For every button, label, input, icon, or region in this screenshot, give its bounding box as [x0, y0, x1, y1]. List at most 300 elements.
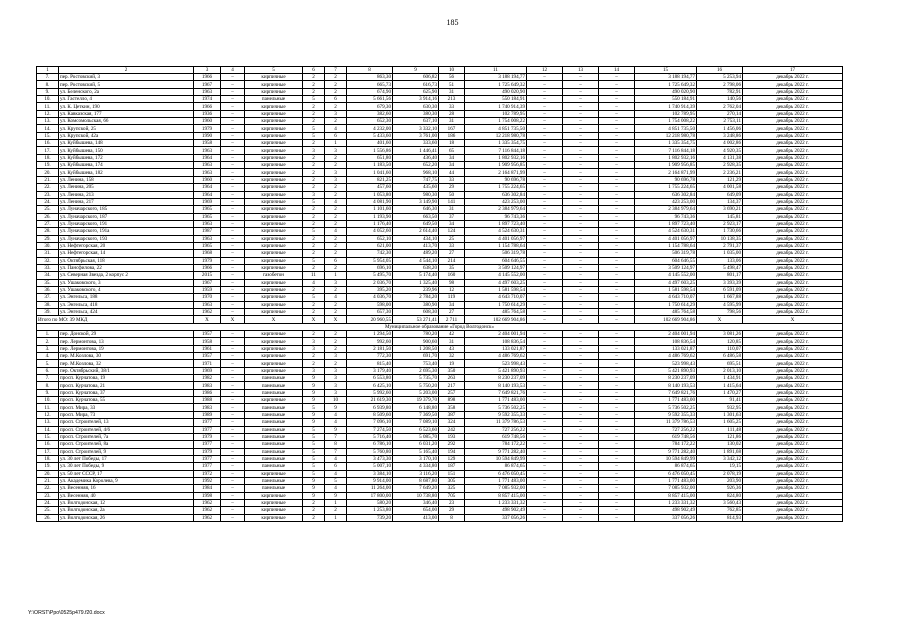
table-cell: 1998	[194, 492, 221, 499]
table-cell: –	[221, 242, 245, 249]
table-cell: 2	[303, 360, 325, 367]
table-cell: просп. Мира, 33	[59, 404, 194, 411]
table-cell: –	[599, 382, 635, 389]
table-cell: панельные	[245, 411, 303, 418]
table-cell: ул. Ушаковского, 3	[59, 279, 194, 286]
table-cell: 9	[303, 389, 325, 396]
table-cell: 5	[303, 294, 325, 301]
table-cell: X	[303, 316, 325, 323]
table-cell: декабрь 2022 г.	[743, 419, 843, 426]
table-cell: 9.	[37, 88, 59, 95]
table-cell: 133,06	[697, 257, 743, 264]
table-cell: 10	[325, 397, 347, 404]
table-cell: 21 619,30	[347, 397, 393, 404]
table-cell: –	[563, 213, 599, 220]
table-cell: 1986	[194, 389, 221, 396]
table-cell: 19,15	[697, 463, 743, 470]
table-cell: декабрь 2022 г.	[743, 455, 843, 462]
table-cell: –	[527, 154, 563, 161]
table-cell: ул. Куйбышева, 150	[59, 147, 194, 154]
table-cell: декабрь 2022 г.	[743, 88, 843, 95]
table-cell: –	[563, 272, 599, 279]
table-cell: 19.	[37, 463, 59, 470]
table-cell: –	[599, 367, 635, 374]
table-cell: 30.	[37, 242, 59, 249]
table-cell: 1977	[194, 463, 221, 470]
table-cell: 34	[439, 301, 465, 308]
table-cell: ул. Ушаковского, 4	[59, 286, 194, 293]
table-cell: 1962	[194, 499, 221, 506]
table-cell: 423 253,00	[635, 198, 697, 205]
table-cell: ул. Волгодонская, 26	[59, 514, 194, 521]
table-cell: ул. Ленина, 217	[59, 198, 194, 205]
table-cell: 2	[325, 360, 347, 367]
table-cell: 1 771 483,00	[635, 397, 697, 404]
table-cell: 3	[325, 279, 347, 286]
table-cell: –	[563, 147, 599, 154]
table-cell: 2	[325, 103, 347, 110]
table-cell: 2 404 001,94	[635, 331, 697, 338]
table-cell: 1 208,50	[393, 345, 439, 352]
table-cell: 2 078,19	[697, 470, 743, 477]
table-cell: 121,29	[697, 176, 743, 183]
table-row	[37, 286, 843, 293]
table-cell: –	[563, 286, 599, 293]
table-cell: –	[599, 140, 635, 147]
table-cell: –	[563, 103, 599, 110]
table-cell: кирпичные	[245, 169, 303, 176]
table-cell: панельные	[245, 419, 303, 426]
table-cell: 2	[325, 74, 347, 81]
table-cell: –	[599, 492, 635, 499]
table-cell: 926,36	[697, 485, 743, 492]
table-cell: 2	[303, 176, 325, 183]
table-row	[37, 507, 843, 514]
table-cell: –	[599, 213, 635, 220]
table-cell: 3 393,39	[697, 279, 743, 286]
table-cell: 821,25	[347, 176, 393, 183]
table-cell: –	[599, 103, 635, 110]
table-cell: 15.	[37, 132, 59, 139]
table-cell: 2 784,20	[393, 294, 439, 301]
table-cell: 1 035,00	[697, 250, 743, 257]
table-cell: 380,30	[393, 110, 439, 117]
table-cell: 6 425,10	[347, 382, 393, 389]
table-cell: 21.	[37, 176, 59, 183]
table-cell: –	[527, 382, 563, 389]
table-cell: 119	[439, 294, 465, 301]
table-cell: 691,70	[393, 353, 439, 360]
table-cell: –	[563, 331, 599, 338]
table-cell: 9 592 355,33	[465, 411, 527, 418]
table-cell: 9 592 355,33	[635, 411, 697, 418]
table-cell: 3 188 194,77	[635, 74, 697, 81]
table-cell: 2	[325, 81, 347, 88]
table-cell: –	[221, 264, 245, 271]
table-cell: –	[599, 301, 635, 308]
table-cell: –	[527, 514, 563, 521]
table-cell: –	[527, 492, 563, 499]
table-cell: –	[599, 419, 635, 426]
table-cell: 1936	[194, 110, 221, 117]
table-cell: 5 750,20	[393, 382, 439, 389]
table-cell: 91,41	[697, 397, 743, 404]
table-cell: 27	[439, 250, 465, 257]
table-cell: 160	[439, 272, 465, 279]
table-cell: кирпичные	[245, 140, 303, 147]
table-cell: кирпичные	[245, 176, 303, 183]
table-cell: –	[599, 507, 635, 514]
table-cell: 1983	[194, 382, 221, 389]
table-cell: декабрь 2022 г.	[743, 331, 843, 338]
table-cell: 5	[303, 132, 325, 139]
table-cell: –	[599, 74, 635, 81]
table-cell: 498 902,49	[635, 507, 697, 514]
table-cell: 1 750 614,29	[635, 301, 697, 308]
table-cell: 4 145 552,00	[465, 272, 527, 279]
table-cell: 11.	[37, 103, 59, 110]
table-cell: 1966	[194, 103, 221, 110]
table-cell: 4 524 630,31	[465, 228, 527, 235]
table-cell: декабрь 2022 г.	[743, 375, 843, 382]
table-cell: кирпичные	[245, 125, 303, 132]
table-cell: –	[527, 147, 563, 154]
table-cell: 28	[439, 110, 465, 117]
table-cell: –	[527, 228, 563, 235]
table-cell: кирпичные	[245, 88, 303, 95]
table-cell: декабрь 2022 г.	[743, 279, 843, 286]
table-cell: ул. Нефтегорская, 20	[59, 242, 194, 249]
table-cell: 3 342,12	[697, 455, 743, 462]
table-row	[37, 338, 843, 345]
table-cell: –	[599, 220, 635, 227]
table-cell: –	[599, 375, 635, 382]
table-cell: декабрь 2022 г.	[743, 110, 843, 117]
table-cell: газобетон	[245, 272, 303, 279]
table-cell: 3	[303, 345, 325, 352]
table-cell: 2	[303, 88, 325, 95]
table-cell: –	[599, 411, 635, 418]
table-cell: 16.	[37, 441, 59, 448]
table-cell: 2 923,17	[697, 220, 743, 227]
table-cell: 23.	[37, 492, 59, 499]
table-cell: –	[221, 338, 245, 345]
table-cell: –	[563, 198, 599, 205]
table-cell: ул. К. Цеткин, 190	[59, 103, 194, 110]
table-cell: –	[221, 103, 245, 110]
table-cell: 270,14	[697, 110, 743, 117]
table-cell: кирпичные	[245, 345, 303, 352]
table-cell: 1 253,80	[347, 507, 393, 514]
table-cell: –	[527, 257, 563, 264]
table-cell: 9	[303, 419, 325, 426]
table-cell: ул. Весенняя, 16	[59, 485, 194, 492]
table-cell: 102 669 904,86	[635, 316, 697, 323]
table-cell: 9	[303, 375, 325, 382]
table-cell: 1979	[194, 257, 221, 264]
table-cell: 17.	[37, 448, 59, 455]
table-cell: 337 056,26	[465, 514, 527, 521]
table-cell: –	[563, 360, 599, 367]
table-cell: 31	[439, 88, 465, 95]
table-cell: –	[563, 235, 599, 242]
table-cell: –	[527, 477, 563, 484]
table-cell: 4 145 552,00	[635, 272, 697, 279]
table-cell: –	[599, 499, 635, 506]
table-cell: ул. Энгельса, 188	[59, 294, 194, 301]
table-cell: 5	[303, 463, 325, 470]
table-cell: ул. 50 лет СССР, 17	[59, 470, 194, 477]
table-cell: –	[221, 228, 245, 235]
table-cell: 5 736 502,25	[465, 404, 527, 411]
table-cell: декабрь 2022 г.	[743, 242, 843, 249]
table-cell: –	[563, 264, 599, 271]
table-cell: 25	[439, 235, 465, 242]
table-cell: 7 649 821,76	[635, 389, 697, 396]
table-cell: 20 960,55	[347, 316, 393, 323]
table-cell: 523 998,43	[465, 360, 527, 367]
table-row	[37, 96, 843, 103]
table-cell: 9	[303, 485, 325, 492]
table-cell: 10 138,35	[697, 235, 743, 242]
table-cell: кирпичные	[245, 228, 303, 235]
table-cell: 651,80	[347, 154, 393, 161]
table-cell: 25.	[37, 206, 59, 213]
table-cell: –	[527, 132, 563, 139]
table-cell: –	[563, 169, 599, 176]
table-cell: декабрь 2022 г.	[743, 492, 843, 499]
table-cell: –	[221, 169, 245, 176]
table-cell: 1 335 354,75	[635, 140, 697, 147]
table-cell: декабрь 2022 г.	[743, 176, 843, 183]
table-cell: 90 696,78	[635, 176, 697, 183]
table-cell: 1 897 723,40	[465, 220, 527, 227]
table-cell: 193	[439, 433, 465, 440]
table-row	[37, 375, 843, 382]
table-cell: 24.	[37, 198, 59, 205]
table-row	[37, 88, 843, 95]
table-cell: 17 800,00	[347, 492, 393, 499]
table-cell: –	[221, 198, 245, 205]
table-cell: 5	[325, 477, 347, 484]
table-cell: 1 802 932,16	[465, 154, 527, 161]
table-cell: –	[599, 184, 635, 191]
table-cell: 1960	[194, 118, 221, 125]
table-cell: кирпичные	[245, 220, 303, 227]
table-cell: 23	[439, 499, 465, 506]
table-cell: –	[527, 286, 563, 293]
table-cell: 5 421 890,93	[635, 367, 697, 374]
table-cell: 2	[303, 264, 325, 271]
table-cell: декабрь 2022 г.	[743, 338, 843, 345]
table-cell: Итого по МО: 39 МКД	[37, 316, 194, 323]
table-cell: 490 020,90	[635, 88, 697, 95]
table-row	[37, 353, 843, 360]
table-cell: 39.	[37, 309, 59, 316]
table-cell: –	[599, 448, 635, 455]
table-cell: 324	[439, 419, 465, 426]
table-cell: –	[563, 132, 599, 139]
table-cell: 2	[325, 338, 347, 345]
table-cell: панельные	[245, 477, 303, 484]
table-cell: просп. Мира, 73	[59, 411, 194, 418]
table-cell: пер. Ростовский, 3	[59, 74, 194, 81]
table-cell: –	[563, 206, 599, 213]
table-cell: –	[527, 485, 563, 492]
table-cell: 401,60	[347, 140, 393, 147]
table-cell: 2	[325, 242, 347, 249]
table-cell: просп. Строителей, 13	[59, 419, 194, 426]
table-cell: ул. Крупской, 42а	[59, 132, 194, 139]
table-cell: декабрь 2022 г.	[743, 463, 843, 470]
table-cell: 1957	[194, 331, 221, 338]
table-cell: –	[221, 485, 245, 492]
table-cell: декабрь 2022 г.	[743, 514, 843, 521]
table-cell: –	[221, 309, 245, 316]
table-cell: –	[221, 514, 245, 521]
table-cell: 1962	[194, 507, 221, 514]
table-cell: декабрь 2022 г.	[743, 477, 843, 484]
table-cell: –	[221, 132, 245, 139]
table-cell: 1 667,88	[697, 294, 743, 301]
table-cell: 3 248,86	[697, 132, 743, 139]
table-cell: 898	[439, 397, 465, 404]
table-row	[37, 331, 843, 338]
table-cell: 5	[303, 433, 325, 440]
table-cell: –	[527, 140, 563, 147]
table-cell: кирпичные	[245, 397, 303, 404]
table-cell: 4 002,86	[697, 140, 743, 147]
table-cell: –	[527, 411, 563, 418]
table-cell: 24.	[37, 499, 59, 506]
table-cell: 637,10	[393, 118, 439, 125]
table-cell: 17.	[37, 147, 59, 154]
table-cell: –	[599, 353, 635, 360]
table-cell: 1987	[194, 228, 221, 235]
table-cell: 110,07	[697, 345, 743, 352]
table-cell: –	[527, 470, 563, 477]
table-cell: 1964	[194, 184, 221, 191]
table-cell: –	[563, 404, 599, 411]
table-cell: 1964	[194, 154, 221, 161]
table-cell: декабрь 2022 г.	[743, 118, 843, 125]
table-cell: 1 193,90	[347, 213, 393, 220]
table-cell: 7 274,50	[347, 426, 393, 433]
table-cell: X	[743, 316, 843, 323]
table-row	[37, 147, 843, 154]
table-cell: 2.	[37, 338, 59, 345]
table-cell: 102 789,95	[465, 110, 527, 117]
table-cell: 2	[303, 514, 325, 521]
table-cell: 3 509 124,97	[465, 264, 527, 271]
table-cell: 10 594 849,99	[635, 455, 697, 462]
table-cell: –	[221, 74, 245, 81]
table-cell: 3	[325, 147, 347, 154]
table-cell: –	[563, 419, 599, 426]
table-cell: 7 096,10	[347, 419, 393, 426]
table-row	[37, 74, 843, 81]
table-cell: –	[599, 110, 635, 117]
table-cell: 141	[439, 198, 465, 205]
table-cell: 2	[325, 206, 347, 213]
table-cell: –	[527, 191, 563, 198]
table-cell: –	[563, 74, 599, 81]
table-cell: 5 661,56	[347, 96, 393, 103]
table-cell: 2 928,35	[697, 162, 743, 169]
table-cell: 980,30	[393, 191, 439, 198]
table-cell: –	[599, 404, 635, 411]
table-cell: 333,60	[393, 140, 439, 147]
table-cell: –	[221, 345, 245, 352]
table-row	[37, 485, 843, 492]
table-cell: декабрь 2022 г.	[743, 470, 843, 477]
table-cell: 7	[325, 448, 347, 455]
table-cell: декабрь 2022 г.	[743, 125, 843, 132]
table-cell: 4	[325, 470, 347, 477]
table-cell: декабрь 2022 г.	[743, 397, 843, 404]
table-cell: 604 646,55	[465, 257, 527, 264]
table-cell: 7 649 821,76	[465, 389, 527, 396]
table-cell: 5	[303, 441, 325, 448]
table-cell: 203,90	[697, 477, 743, 484]
table-cell: –	[563, 118, 599, 125]
table-cell: –	[527, 426, 563, 433]
table-cell: 8	[347, 67, 393, 74]
table-cell: 2	[303, 110, 325, 117]
table-cell: –	[221, 463, 245, 470]
table-cell: 780,20	[393, 331, 439, 338]
table-cell: –	[599, 198, 635, 205]
table-cell: просп. Строителей, 4/6	[59, 426, 194, 433]
table-cell: 784 172,22	[635, 441, 697, 448]
table-cell: 604 646,55	[635, 257, 697, 264]
table-cell: ул. Волгодонская, 12	[59, 499, 194, 506]
table-cell: –	[527, 96, 563, 103]
table-cell: 5	[303, 198, 325, 205]
table-cell: 657,30	[347, 309, 393, 316]
table-cell: 1 581 598,54	[465, 286, 527, 293]
table-cell: 1961	[194, 345, 221, 352]
table-cell: 1 771 483,00	[635, 477, 697, 484]
table-cell: 2 762,04	[697, 103, 743, 110]
table-row	[37, 499, 843, 506]
table-cell: 9	[325, 404, 347, 411]
table-cell: 1 335 354,75	[465, 140, 527, 147]
table-cell: 34.	[37, 272, 59, 279]
table-cell: –	[221, 382, 245, 389]
table-cell: 2 695,30	[393, 367, 439, 374]
table-cell: 27	[439, 309, 465, 316]
table-cell: 151	[439, 470, 465, 477]
table-cell: 35	[439, 264, 465, 271]
table-cell: 1 154 788,64	[465, 242, 527, 249]
table-cell: 5	[303, 96, 325, 103]
table-cell: 727 256,22	[465, 426, 527, 433]
table-cell: 9	[325, 426, 347, 433]
table-cell: просп. Курчатова, 37	[59, 389, 194, 396]
table-cell: ул. Луначарского, 193	[59, 235, 194, 242]
table-row	[37, 154, 843, 161]
table-cell: 5 174,40	[393, 272, 439, 279]
table-cell: 1 891,68	[697, 448, 743, 455]
table-cell: 580,20	[347, 499, 393, 506]
table-cell: 739,20	[347, 514, 393, 521]
table-cell: –	[563, 477, 599, 484]
table-cell: 2	[325, 286, 347, 293]
table-cell: 1963	[194, 220, 221, 227]
table-cell: кирпичные	[245, 250, 303, 257]
table-cell: –	[527, 441, 563, 448]
